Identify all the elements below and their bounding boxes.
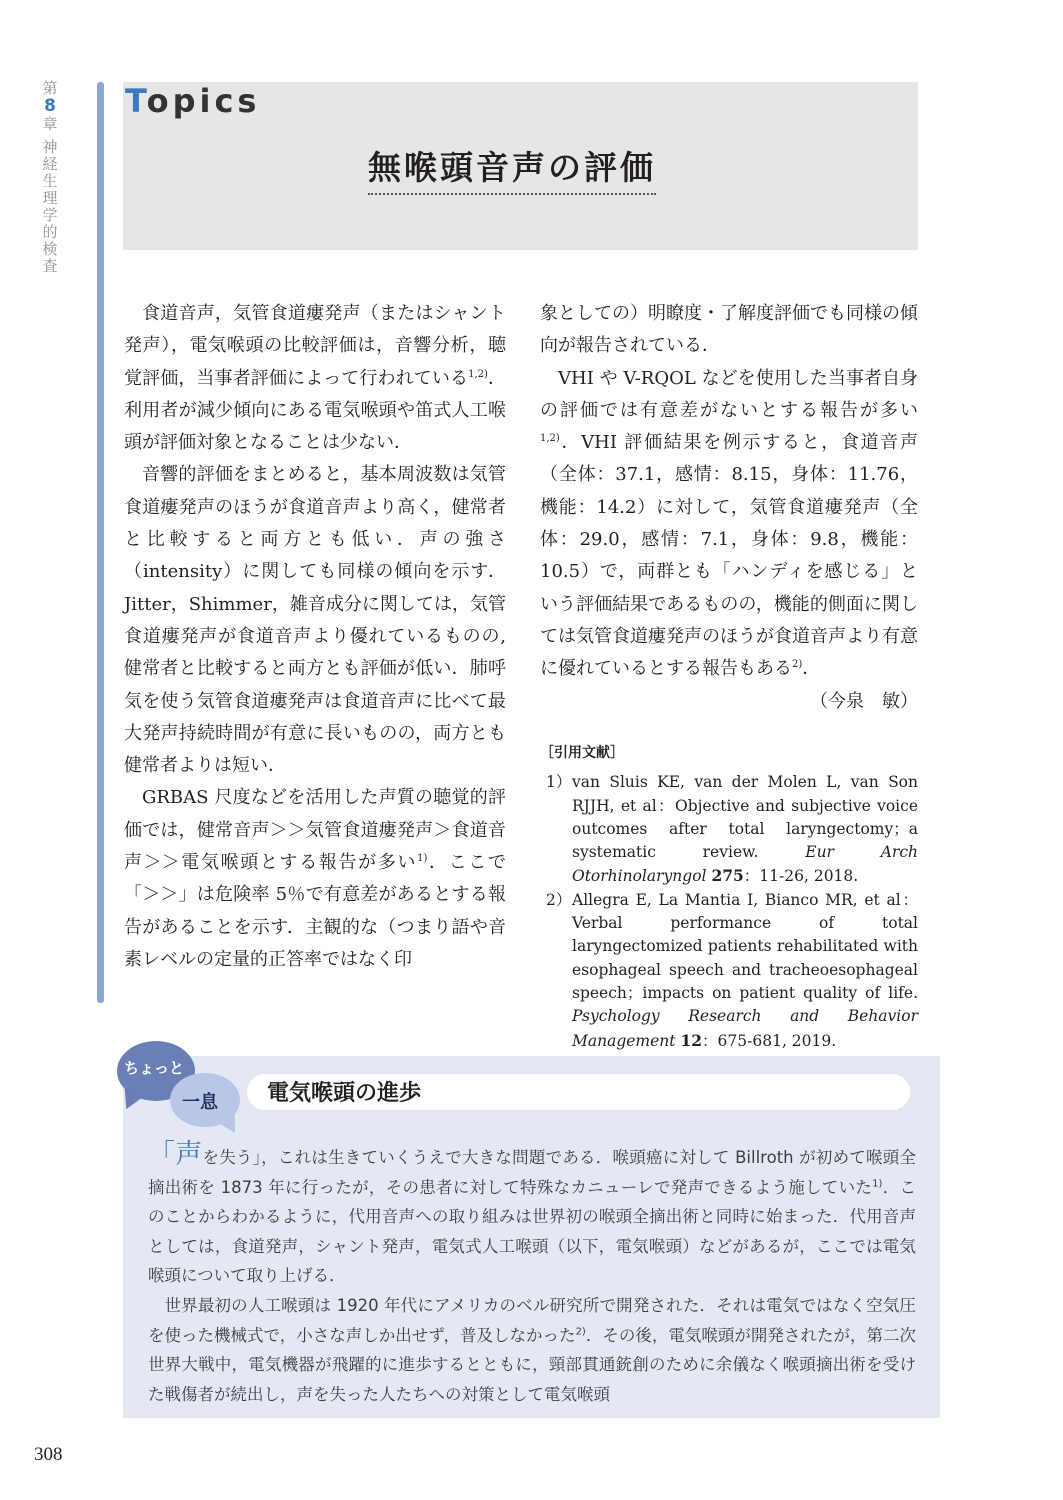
paragraph: 音響的評価をまとめると，基本周波数は気管食道瘻発声のほうが食道音声より高く，健常者と比較すると両方とも低い．声の強さ（intensity）に関しても同様の傾向を示す．Jitter，Shimmer，雑音成分に関しては，気管食道瘻発声が食道音声より優れているものの, 健常者と比較すると両方とも評価が低い．肺呼気を使う気管食道瘻発声は食道音声に比べて最大発声持続時間が有意に長いものの，両方とも健常者よりは短い． <box>124 464 506 777</box>
paragraph: 世界最初の人工喉頭は 1920 年代にアメリカのベル研究所で開発された．それは電気ではなく空気圧を使った機械式で，小さな声しか出せず，普及しなかった$^{2)}$．その後，電気喉頭が開発されたが，第二次世界大戦中，電気機器が飛躍的に進歩するとともに，頸部貫通銃創のために余儀なく喉頭摘出術を受けた戦傷者が続出し，声を失った人たちへの対策として電気喉頭 <box>148 1295 917 1404</box>
topics-header <box>123 82 918 250</box>
author-credit: （今泉 敏） <box>810 690 918 712</box>
paragraph: GRBAS 尺度などを活用した声質の聴覚的評価では，健常音声＞＞気管食道瘻発声＞食道音声＞＞電気喉頭とする報告が多い$^{1)}$．ここで「＞＞」は危険率 5％で有意差があるとする報告があることを示す．主観的な（つまり語や音素レベルの定量的正答率ではなく印 <box>124 787 506 970</box>
drop-quote: 「声 <box>148 1139 203 1170</box>
body-column-right <box>540 298 918 718</box>
citation: 1) <box>872 1178 883 1190</box>
references <box>540 742 918 1053</box>
break-title: 電気喉頭の進歩 <box>267 1081 422 1106</box>
bubble-label-large: 一息 <box>182 1092 218 1113</box>
page-title: 無喉頭音声の評価 <box>368 142 656 195</box>
citation: 1) <box>417 853 428 865</box>
chapter-prefix: 第 <box>42 79 58 97</box>
citation: 2) <box>792 659 803 671</box>
bubble-label-small: ちょっと <box>124 1059 185 1077</box>
chapter-title: 神 経 生 理 学 的 検 査 <box>42 138 58 275</box>
paragraph: 象としての）明瞭度・了解度評価でも同様の傾向が報告されている． <box>540 303 918 357</box>
references-heading: ［引用文献］ <box>540 745 624 761</box>
citation: 1,2) <box>468 368 488 380</box>
break-body <box>148 1140 916 1409</box>
chapter-number: 8 <box>44 96 56 116</box>
page-number: 308 <box>34 1444 63 1465</box>
reference-item: 1） van Sluis KE, van der Molen L, van Son RJJH, et al：Objective and subjective voice outcomes after total laryngectomy；a systematic review. Eur Arch Otorhinolaryngol 275：11-26, 2018. <box>546 773 918 886</box>
paragraph: 「声を失う」，これは生きていくうえで大きな問題である．喉頭癌に対して Billroth が初めて喉頭全摘出術を 1873 年に行ったが，その患者に対して特殊なカニューレで発声できるよう施していた$^{1)}$．このことからわかるように，代用音声への取り組みは世界初の喉頭全摘出術と同時に始まった．代用音声としては，食道発声，シャント発声，電気式人工喉頭（以下，電気喉頭）などがあるが，ここでは電気喉頭について取り上げる． <box>148 1139 917 1286</box>
paragraph: VHI や V-RQOL などを使用した当事者自身の評価では有意差がないとする報告が多い$^{1,2)}$．VHI 評価結果を例示すると，食道音声（全体：37.1，感情：8.15，身体：11.76，機能：14.2）に対して，気管食道瘻発声（全体：29.0，感情：7.1，身体：9.8，機能：10.5）で，両群とも「ハンディを感じる」という評価結果であるものの，機能的側面に関しては気管食道瘻発声のほうが食道音声より有意に優れているとする報告もある$^{2)}$． <box>540 367 918 680</box>
body-column-left <box>124 298 506 976</box>
reference-item: 2） Allegra E, La Mantia I, Bianco MR, et al：Verbal performance of total laryngectomized patients rehabilitated with esophageal speech and tracheoesophageal speech；impacts on patient quality of life. Psychology Research and Behavior Management 12：675-681, 2019. <box>546 890 918 1050</box>
paragraph: 食道音声，気管食道瘻発声（またはシャント発声），電気喉頭の比較評価は，音響分析，聴覚評価，当事者評価によって行われている$^{1,2)}$．利用者が減少傾向にある電気喉頭や笛式人工喉頭が評価対象となることは少ない． <box>124 303 506 454</box>
section-accent-bar <box>97 82 104 1003</box>
citation: 1,2) <box>540 433 560 445</box>
chapter-indicator <box>40 80 60 275</box>
chapter-suffix: 章 <box>42 115 58 133</box>
citation: 2) <box>575 1326 586 1338</box>
topics-label: Topics <box>125 82 261 120</box>
